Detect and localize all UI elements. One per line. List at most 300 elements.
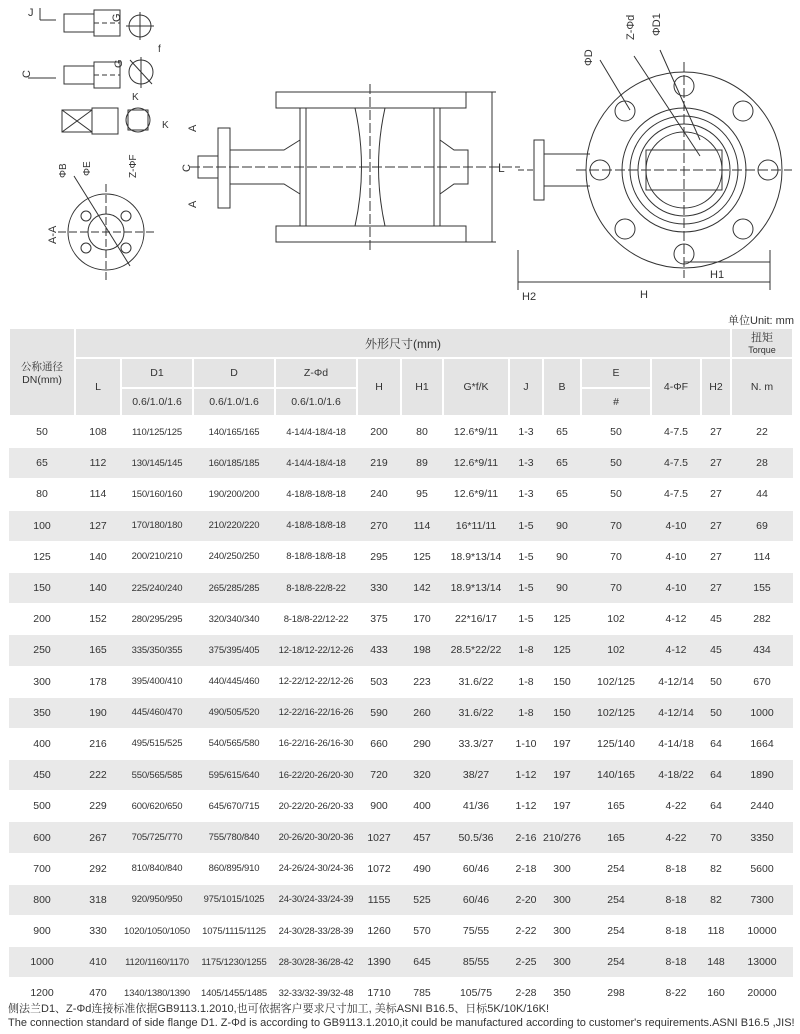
cell-e: 102 <box>581 604 651 635</box>
cell-b: 197 <box>543 728 581 759</box>
cell-h1: 645 <box>401 947 443 978</box>
cell-h: 1710 <box>357 978 401 1009</box>
footer-en: The connection standard of side flange D1. Z-Φd is according to GB9113.1.2010,it could be manufactured according to customer's requirements.ASNI B16.5 ,JIS! <box>8 1017 795 1029</box>
header-e-sub: # <box>581 388 651 416</box>
cell-h2: 27 <box>701 479 731 510</box>
table-row <box>9 916 793 947</box>
cell-d1: 395/400/410 <box>121 666 193 697</box>
cell-j: 1-3 <box>509 479 543 510</box>
table-row <box>9 604 793 635</box>
cell-dn: 500 <box>9 791 75 822</box>
cell-l: 178 <box>75 666 121 697</box>
cell-gfk: 18.9*13/14 <box>443 541 509 572</box>
cell-d1: 445/460/470 <box>121 697 193 728</box>
header-phif: 4-ΦF <box>651 358 701 416</box>
cell-gfk: 75/55 <box>443 916 509 947</box>
cell-l: 470 <box>75 978 121 1009</box>
section-a-a-view <box>47 154 154 280</box>
cell-dn: 700 <box>9 853 75 884</box>
cell-phif: 4-14/18 <box>651 728 701 759</box>
technical-drawing <box>0 0 800 320</box>
cell-dn: 350 <box>9 697 75 728</box>
cell-j: 1-3 <box>509 448 543 479</box>
cell-d: 320/340/340 <box>193 604 275 635</box>
cell-nm: 1890 <box>731 760 793 791</box>
cell-phif: 4-22 <box>651 822 701 853</box>
cell-nm: 44 <box>731 479 793 510</box>
table-row <box>9 666 793 697</box>
cell-zphid: 24-30/24-33/24-39 <box>275 884 357 915</box>
label-c: C <box>21 70 33 78</box>
label-j: J <box>28 7 34 19</box>
cell-phif: 4-22 <box>651 791 701 822</box>
label-phib: ΦB <box>58 163 69 178</box>
cell-h2: 50 <box>701 697 731 728</box>
cell-h1: 260 <box>401 697 443 728</box>
cell-gfk: 22*16/17 <box>443 604 509 635</box>
label-k2: K <box>162 120 169 131</box>
cell-gfk: 85/55 <box>443 947 509 978</box>
cell-d: 140/165/165 <box>193 416 275 448</box>
cell-j: 2-25 <box>509 947 543 978</box>
cell-phif: 4-7.5 <box>651 448 701 479</box>
cell-h2: 27 <box>701 416 731 448</box>
cell-j: 1-5 <box>509 604 543 635</box>
cell-l: 108 <box>75 416 121 448</box>
header-e: E <box>581 358 651 388</box>
cell-nm: 5600 <box>731 853 793 884</box>
cell-e: 102 <box>581 635 651 666</box>
cell-l: 140 <box>75 541 121 572</box>
header-d1: D1 <box>121 358 193 388</box>
table-row <box>9 853 793 884</box>
cell-phif: 8-22 <box>651 978 701 1009</box>
cell-d: 645/670/715 <box>193 791 275 822</box>
cell-d: 1175/1230/1255 <box>193 947 275 978</box>
cell-h2: 45 <box>701 604 731 635</box>
cell-d1: 110/125/125 <box>121 416 193 448</box>
cell-gfk: 12.6*9/11 <box>443 448 509 479</box>
cell-zphid: 28-30/28-36/28-42 <box>275 947 357 978</box>
cell-gfk: 31.6/22 <box>443 697 509 728</box>
cell-h1: 125 <box>401 541 443 572</box>
table-row <box>9 510 793 541</box>
cell-j: 2-16 <box>509 822 543 853</box>
cell-nm: 22 <box>731 416 793 448</box>
cell-d: 755/780/840 <box>193 822 275 853</box>
cell-j: 1-8 <box>509 697 543 728</box>
cell-h1: 785 <box>401 978 443 1009</box>
cell-l: 292 <box>75 853 121 884</box>
cell-h: 720 <box>357 760 401 791</box>
cell-b: 125 <box>543 635 581 666</box>
cell-e: 50 <box>581 479 651 510</box>
cell-zphid: 32-33/32-39/32-48 <box>275 978 357 1009</box>
cell-gfk: 28.5*22/22 <box>443 635 509 666</box>
cell-phif: 4-10 <box>651 541 701 572</box>
cell-h: 270 <box>357 510 401 541</box>
cell-zphid: 16-22/16-26/16-30 <box>275 728 357 759</box>
shaft-detail-c <box>21 62 120 88</box>
header-h: H <box>357 358 401 416</box>
cell-j: 1-10 <box>509 728 543 759</box>
cell-d1: 335/350/355 <box>121 635 193 666</box>
cell-phif: 4-12 <box>651 635 701 666</box>
cell-zphid: 12-18/12-22/12-26 <box>275 635 357 666</box>
cell-b: 300 <box>543 916 581 947</box>
header-torque-cn: 扭矩 <box>751 331 773 344</box>
cell-j: 1-5 <box>509 510 543 541</box>
cell-h2: 160 <box>701 978 731 1009</box>
label-a2: A <box>187 200 199 208</box>
cell-gfk: 50.5/36 <box>443 822 509 853</box>
header-l: L <box>75 358 121 416</box>
square-detail-k <box>62 92 169 134</box>
cell-j: 1-5 <box>509 541 543 572</box>
cell-h1: 525 <box>401 884 443 915</box>
label-l: L <box>498 161 505 175</box>
cell-l: 165 <box>75 635 121 666</box>
cell-h: 200 <box>357 416 401 448</box>
cell-d1: 130/145/145 <box>121 448 193 479</box>
cell-h1: 80 <box>401 416 443 448</box>
cell-dn: 100 <box>9 510 75 541</box>
cell-gfk: 41/36 <box>443 791 509 822</box>
cell-dn: 80 <box>9 479 75 510</box>
cell-e: 254 <box>581 916 651 947</box>
cell-h1: 114 <box>401 510 443 541</box>
cell-h: 219 <box>357 448 401 479</box>
cell-e: 298 <box>581 978 651 1009</box>
cell-b: 65 <box>543 416 581 448</box>
cell-dn: 450 <box>9 760 75 791</box>
cell-l: 222 <box>75 760 121 791</box>
cell-e: 254 <box>581 884 651 915</box>
cell-h: 900 <box>357 791 401 822</box>
cell-l: 216 <box>75 728 121 759</box>
cell-d1: 810/840/840 <box>121 853 193 884</box>
cell-e: 165 <box>581 822 651 853</box>
flange-front-view <box>518 13 792 303</box>
cell-h: 1072 <box>357 853 401 884</box>
table-row <box>9 947 793 978</box>
cell-d1: 150/160/160 <box>121 479 193 510</box>
cell-l: 140 <box>75 572 121 603</box>
cell-d1: 495/515/525 <box>121 728 193 759</box>
footer-note <box>8 1002 798 1030</box>
footer-cn: 侧法兰D1、Z-Φd连接标准依据GB9113.1.2010,也可依据客户要求尺寸加工, 美标ASNI B16.5、日标5K/10K/16K! <box>8 1003 549 1015</box>
cell-d: 975/1015/1025 <box>193 884 275 915</box>
cell-gfk: 105/75 <box>443 978 509 1009</box>
cell-h1: 320 <box>401 760 443 791</box>
cell-h1: 490 <box>401 853 443 884</box>
cell-dn: 125 <box>9 541 75 572</box>
cell-phif: 8-18 <box>651 853 701 884</box>
table-row <box>9 791 793 822</box>
cell-d1: 200/210/210 <box>121 541 193 572</box>
cell-b: 300 <box>543 884 581 915</box>
cell-dn: 400 <box>9 728 75 759</box>
cell-zphid: 20-26/20-30/20-36 <box>275 822 357 853</box>
cell-nm: 434 <box>731 635 793 666</box>
header-nm: N. m <box>731 358 793 416</box>
cell-h2: 118 <box>701 916 731 947</box>
cell-l: 152 <box>75 604 121 635</box>
cell-j: 2-20 <box>509 884 543 915</box>
cell-h: 1390 <box>357 947 401 978</box>
cell-b: 90 <box>543 541 581 572</box>
cell-phif: 8-18 <box>651 947 701 978</box>
cell-d1: 1340/1380/1390 <box>121 978 193 1009</box>
cell-d1: 170/180/180 <box>121 510 193 541</box>
header-b: B <box>543 358 581 416</box>
cell-phif: 4-10 <box>651 572 701 603</box>
cell-nm: 282 <box>731 604 793 635</box>
cell-e: 50 <box>581 416 651 448</box>
cell-d: 540/565/580 <box>193 728 275 759</box>
header-dn: 公称通径DN(mm) <box>9 328 75 416</box>
cell-l: 112 <box>75 448 121 479</box>
cell-nm: 155 <box>731 572 793 603</box>
cell-j: 2-18 <box>509 853 543 884</box>
cell-phif: 8-18 <box>651 884 701 915</box>
cell-h2: 27 <box>701 510 731 541</box>
cell-h2: 64 <box>701 760 731 791</box>
cell-j: 2-22 <box>509 916 543 947</box>
cell-nm: 69 <box>731 510 793 541</box>
cell-h: 1260 <box>357 916 401 947</box>
table-body <box>9 416 793 1009</box>
cell-d: 210/220/220 <box>193 510 275 541</box>
cell-h1: 223 <box>401 666 443 697</box>
cell-zphid: 24-26/24-30/24-36 <box>275 853 357 884</box>
cell-gfk: 12.6*9/11 <box>443 479 509 510</box>
cell-h2: 148 <box>701 947 731 978</box>
cell-dn: 1200 <box>9 978 75 1009</box>
cell-e: 70 <box>581 510 651 541</box>
unit-note: 单位Unit: mm <box>728 315 794 327</box>
cell-nm: 3350 <box>731 822 793 853</box>
cell-h1: 89 <box>401 448 443 479</box>
cell-nm: 13000 <box>731 947 793 978</box>
cell-b: 150 <box>543 697 581 728</box>
cell-zphid: 4-18/8-18/8-18 <box>275 510 357 541</box>
cell-gfk: 18.9*13/14 <box>443 572 509 603</box>
cell-phif: 4-12 <box>651 604 701 635</box>
cell-d1: 1120/1160/1170 <box>121 947 193 978</box>
cell-j: 1-12 <box>509 791 543 822</box>
cell-zphid: 12-22/12-22/12-26 <box>275 666 357 697</box>
table-row <box>9 448 793 479</box>
cell-nm: 7300 <box>731 884 793 915</box>
header-h1: H1 <box>401 358 443 416</box>
cell-h1: 570 <box>401 916 443 947</box>
cell-h1: 142 <box>401 572 443 603</box>
table-row <box>9 541 793 572</box>
label-zphid: Z-Φd <box>625 14 637 40</box>
cell-h: 330 <box>357 572 401 603</box>
cell-nm: 114 <box>731 541 793 572</box>
cell-l: 190 <box>75 697 121 728</box>
cell-gfk: 38/27 <box>443 760 509 791</box>
cell-d1: 600/620/650 <box>121 791 193 822</box>
cell-h: 433 <box>357 635 401 666</box>
cell-nm: 670 <box>731 666 793 697</box>
cell-l: 410 <box>75 947 121 978</box>
cell-zphid: 20-22/20-26/20-33 <box>275 791 357 822</box>
shaft-detail-j <box>28 7 120 36</box>
cell-e: 102/125 <box>581 666 651 697</box>
cell-gfk: 33.3/27 <box>443 728 509 759</box>
cell-l: 127 <box>75 510 121 541</box>
cell-gfk: 60/46 <box>443 884 509 915</box>
cell-b: 90 <box>543 572 581 603</box>
header-pn-z: 0.6/1.0/1.6 <box>275 388 357 416</box>
cell-d: 265/285/285 <box>193 572 275 603</box>
cell-zphid: 8-18/8-18/8-18 <box>275 541 357 572</box>
cell-e: 70 <box>581 541 651 572</box>
cell-dn: 65 <box>9 448 75 479</box>
cell-h2: 82 <box>701 884 731 915</box>
cell-b: 210/276 <box>543 822 581 853</box>
cell-d1: 550/565/585 <box>121 760 193 791</box>
cell-gfk: 16*11/11 <box>443 510 509 541</box>
cell-nm: 2440 <box>731 791 793 822</box>
cell-nm: 1000 <box>731 697 793 728</box>
cell-dn: 200 <box>9 604 75 635</box>
table-row <box>9 479 793 510</box>
header-zphid: Z-Φd <box>275 358 357 388</box>
cell-phif: 4-12/14 <box>651 697 701 728</box>
cell-d1: 225/240/240 <box>121 572 193 603</box>
cell-d1: 920/950/950 <box>121 884 193 915</box>
label-g2: G <box>113 59 125 68</box>
cell-nm: 10000 <box>731 916 793 947</box>
cell-d: 190/200/200 <box>193 479 275 510</box>
table-row <box>9 416 793 448</box>
cell-zphid: 4-14/4-18/4-18 <box>275 448 357 479</box>
cell-l: 229 <box>75 791 121 822</box>
table-row <box>9 697 793 728</box>
cell-b: 65 <box>543 479 581 510</box>
cell-phif: 4-12/14 <box>651 666 701 697</box>
cell-h2: 64 <box>701 728 731 759</box>
cell-h: 1155 <box>357 884 401 915</box>
cell-h1: 457 <box>401 822 443 853</box>
cell-b: 150 <box>543 666 581 697</box>
cell-d: 240/250/250 <box>193 541 275 572</box>
cell-h: 1027 <box>357 822 401 853</box>
cell-h2: 27 <box>701 572 731 603</box>
cell-b: 350 <box>543 978 581 1009</box>
cell-gfk: 60/46 <box>443 853 509 884</box>
cell-h: 375 <box>357 604 401 635</box>
cell-nm: 1664 <box>731 728 793 759</box>
cell-d: 490/505/520 <box>193 697 275 728</box>
cell-e: 50 <box>581 448 651 479</box>
cell-zphid: 24-30/28-33/28-39 <box>275 916 357 947</box>
cell-phif: 4-10 <box>651 510 701 541</box>
cell-zphid: 12-22/16-22/16-26 <box>275 697 357 728</box>
label-zphif: Z-ΦF <box>128 154 139 178</box>
cell-dn: 50 <box>9 416 75 448</box>
label-c2: C <box>181 164 193 172</box>
header-torque-en: Torque <box>748 344 776 355</box>
valve-side-view <box>181 84 520 250</box>
cell-h2: 45 <box>701 635 731 666</box>
label-h2: H2 <box>522 291 537 303</box>
header-gfk: G*f/K <box>443 358 509 416</box>
cell-e: 254 <box>581 947 651 978</box>
cell-dn: 600 <box>9 822 75 853</box>
cell-h2: 70 <box>701 822 731 853</box>
table-row <box>9 572 793 603</box>
cell-nm: 20000 <box>731 978 793 1009</box>
cell-dn: 1000 <box>9 947 75 978</box>
header-j: J <box>509 358 543 416</box>
cell-b: 197 <box>543 760 581 791</box>
cell-b: 300 <box>543 947 581 978</box>
cell-dn: 250 <box>9 635 75 666</box>
header-pn-d: 0.6/1.0/1.6 <box>193 388 275 416</box>
cell-l: 330 <box>75 916 121 947</box>
cell-j: 1-3 <box>509 416 543 448</box>
label-h: H <box>640 289 648 301</box>
table-row <box>9 760 793 791</box>
cell-dn: 300 <box>9 666 75 697</box>
cell-dn: 900 <box>9 916 75 947</box>
cell-b: 197 <box>543 791 581 822</box>
cell-dn: 800 <box>9 884 75 915</box>
cell-e: 125/140 <box>581 728 651 759</box>
cell-h1: 198 <box>401 635 443 666</box>
cell-h2: 27 <box>701 541 731 572</box>
cell-h1: 400 <box>401 791 443 822</box>
table-row <box>9 728 793 759</box>
cell-e: 254 <box>581 853 651 884</box>
cell-h: 240 <box>357 479 401 510</box>
label-g1: G <box>111 13 123 22</box>
cell-zphid: 8-18/8-22/12-22 <box>275 604 357 635</box>
label-f: f <box>158 44 161 55</box>
cell-l: 114 <box>75 479 121 510</box>
cell-d: 440/445/460 <box>193 666 275 697</box>
cell-d: 1405/1455/1485 <box>193 978 275 1009</box>
table-row <box>9 635 793 666</box>
cell-d1: 280/295/295 <box>121 604 193 635</box>
header-h2: H2 <box>701 358 731 416</box>
cell-d1: 1020/1050/1050 <box>121 916 193 947</box>
cell-phif: 8-18 <box>651 916 701 947</box>
label-h1: H1 <box>710 269 725 281</box>
cell-zphid: 16-22/20-26/20-30 <box>275 760 357 791</box>
cell-zphid: 4-18/8-18/8-18 <box>275 479 357 510</box>
cell-zphid: 8-18/8-22/8-22 <box>275 572 357 603</box>
cell-h: 503 <box>357 666 401 697</box>
cell-phif: 4-18/22 <box>651 760 701 791</box>
cell-h2: 27 <box>701 448 731 479</box>
spec-table <box>8 327 794 1010</box>
cell-b: 125 <box>543 604 581 635</box>
label-phie: ΦE <box>82 161 93 176</box>
cell-d: 160/185/185 <box>193 448 275 479</box>
cell-b: 65 <box>543 448 581 479</box>
cell-j: 1-8 <box>509 635 543 666</box>
header-pn-d1: 0.6/1.0/1.6 <box>121 388 193 416</box>
cell-l: 267 <box>75 822 121 853</box>
cell-b: 90 <box>543 510 581 541</box>
cell-dn: 150 <box>9 572 75 603</box>
